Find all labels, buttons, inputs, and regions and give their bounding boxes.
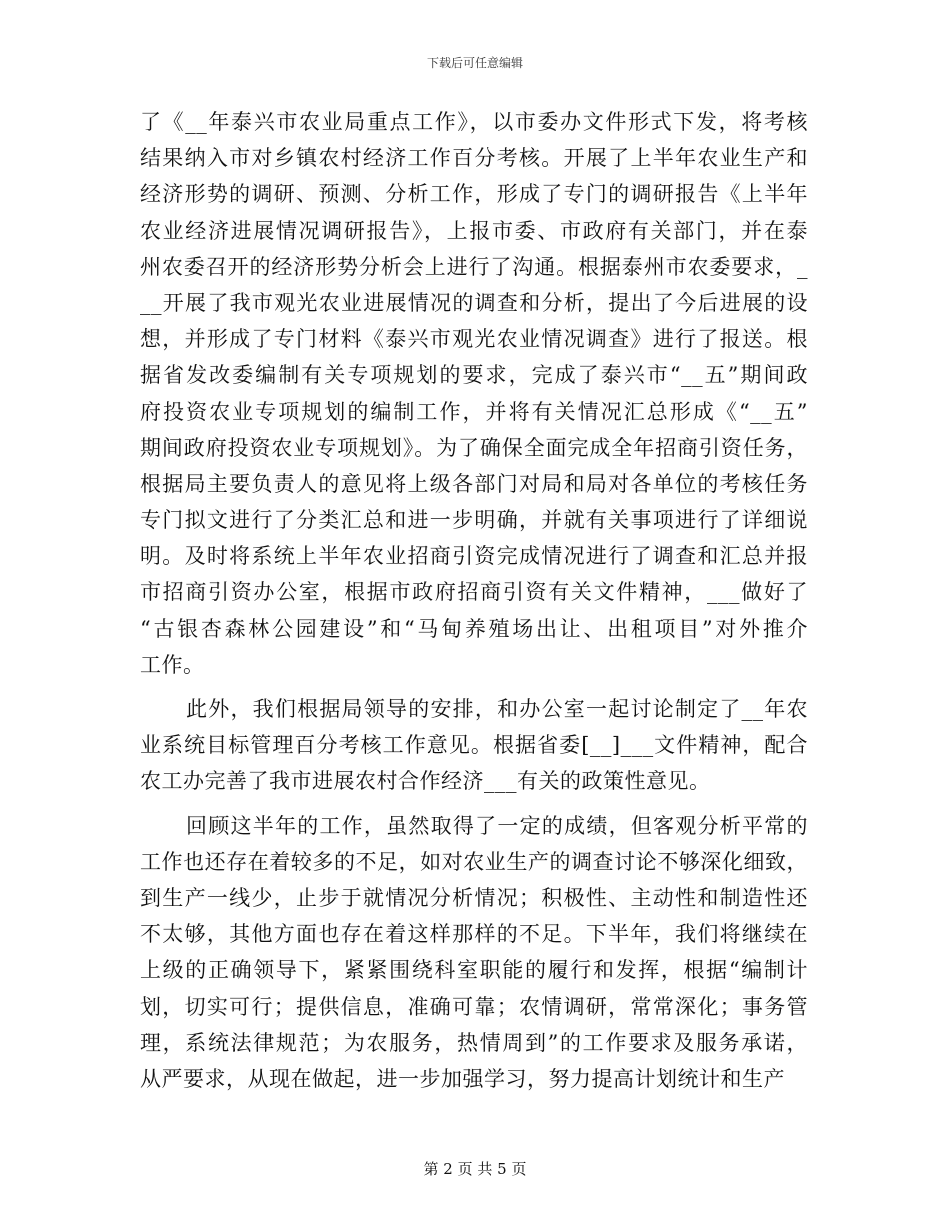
- text-line: 业系统目标管理百分考核工作意见。根据省委[__]___文件精神，配合: [140, 733, 808, 758]
- text-line: __开展了我市观光农业进展情况的调查和分析，提出了今后进展的设: [140, 290, 808, 315]
- paragraph: [140, 104, 808, 683]
- text-line: 结果纳入市对乡镇农村经济工作百分考核。开展了上半年农业生产和: [140, 146, 808, 171]
- text-line: 州农委召开的经济形势分析会上进行了沟通。根据泰州市农委要求，_: [140, 254, 808, 279]
- paragraph: [140, 691, 808, 800]
- paragraph: [140, 808, 808, 1098]
- page-header: 下载后可任意编辑: [426, 56, 523, 70]
- text-line: 农业经济进展情况调研报告》，上报市委、市政府有关部门，并在泰: [140, 218, 808, 243]
- text-line: “古银杏森林公园建设”和“马甸养殖场出让、出租项目”对外推介: [140, 616, 808, 641]
- text-line: 划，切实可行；提供信息，准确可靠；农情调研，常常深化；事务管: [140, 994, 808, 1019]
- paragraph-spacer: [140, 683, 808, 691]
- text-line: 经济形势的调研、预测、分析工作，形成了专门的调研报告《上半年: [140, 182, 808, 207]
- text-line: 农工办完善了我市进展农村合作经济___有关的政策性意见。: [140, 769, 711, 794]
- text-line: 专门拟文进行了分类汇总和进一步明确，并就有关事项进行了详细说: [140, 508, 808, 533]
- text-line: 到生产一线少，止步于就情况分析情况；积极性、主动性和制造性还: [140, 885, 808, 910]
- text-line: 了《__年泰兴市农业局重点工作》，以市委办文件形式下发，将考核: [140, 110, 808, 134]
- text-line: 工作也还存在着较多的不足，如对农业生产的调查讨论不够深化细致，: [140, 849, 808, 874]
- text-line: 期间政府投资农业专项规划》。为了确保全面完成全年招商引资任务，: [140, 435, 808, 460]
- text-line: 不太够，其他方面也存在着这样那样的不足。下半年，我们将继续在: [140, 922, 808, 947]
- text-line: 想，并形成了专门材料《泰兴市观光农业情况调查》进行了报送。根: [140, 327, 808, 352]
- text-line: 回顾这半年的工作，虽然取得了一定的成绩，但客观分析平常的: [186, 813, 808, 838]
- text-line: 根据局主要负责人的意见将上级各部门对局和局对各单位的考核任务: [140, 471, 808, 496]
- document-body: [140, 104, 808, 1097]
- text-line: 此外，我们根据局领导的安排，和办公室一起讨论制定了__年农: [186, 697, 808, 721]
- text-line: 工作。: [140, 652, 205, 677]
- text-line: 据省发改委编制有关专项规划的要求，完成了泰兴市“__五”期间政: [140, 363, 808, 388]
- text-line: 从严要求，从现在做起，进一步加强学习，努力提高计划统计和生产: [140, 1066, 785, 1091]
- paragraph-spacer: [140, 800, 808, 808]
- text-line: 府投资农业专项规划的编制工作，并将有关情况汇总形成《“__五”: [140, 399, 808, 424]
- page-footer: 第 2 页 共 5 页: [423, 1160, 527, 1178]
- text-line: 市招商引资办公室，根据市政府招商引资有关文件精神，___做好了: [140, 580, 808, 605]
- text-line: 上级的正确领导下，紧紧围绕科室职能的履行和发挥，根据“编制计: [140, 958, 808, 983]
- text-line: 明。及时将系统上半年农业招商引资完成情况进行了调查和汇总并报: [140, 544, 808, 569]
- text-line: 理，系统法律规范；为农服务，热情周到”的工作要求及服务承诺，: [140, 1030, 808, 1055]
